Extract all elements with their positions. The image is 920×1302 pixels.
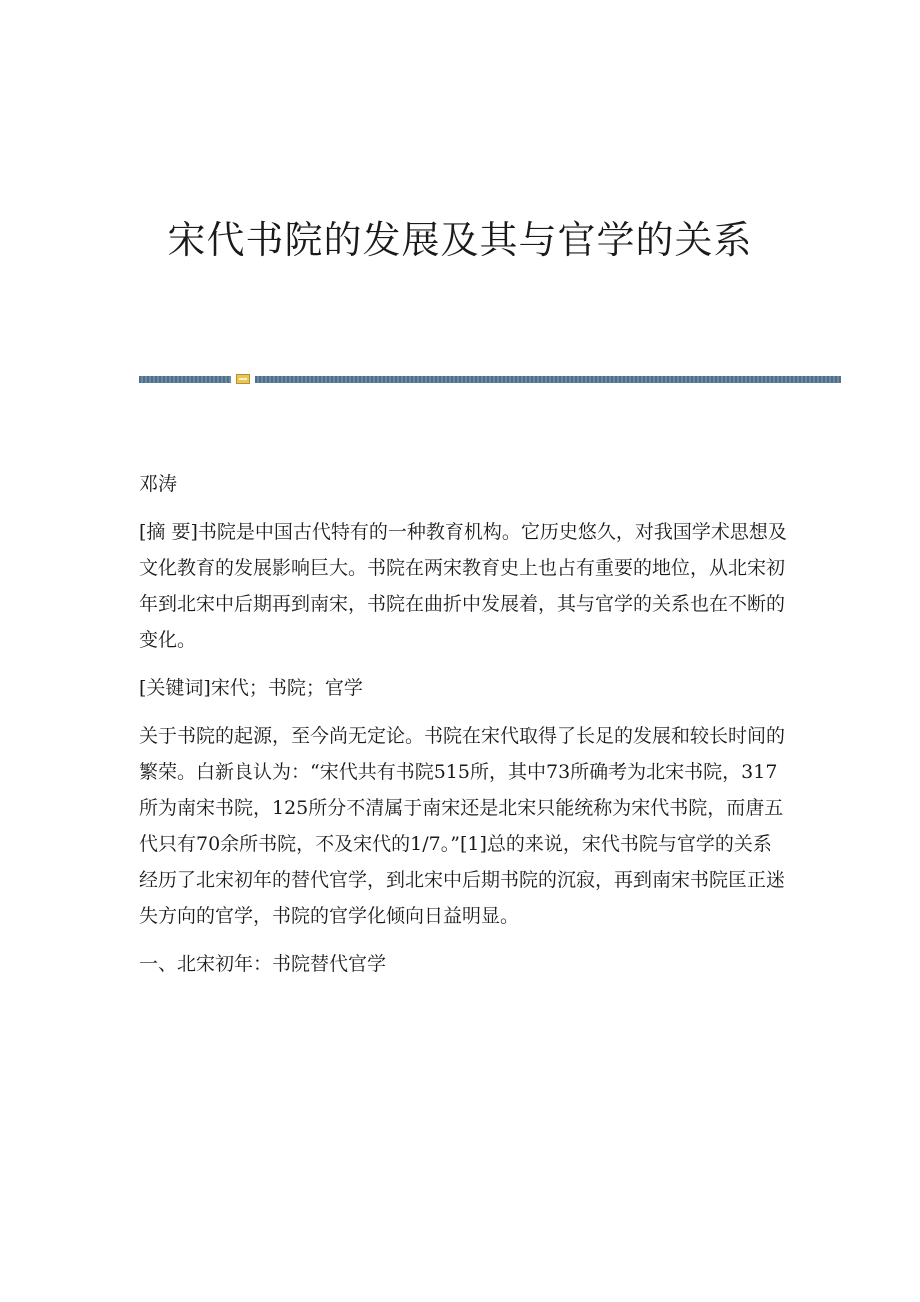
decorative-divider bbox=[139, 374, 841, 384]
document-body bbox=[139, 466, 789, 994]
ornament-icon bbox=[236, 374, 250, 384]
abstract-paragraph: [摘 要]书院是中国古代特有的一种教育机构。它历史悠久，对我国学术思想及文化教育的发展影响巨大。书院在两宋教育史上也占有重要的地位，从北宋初年到北宋中后期再到南宋，书院在曲折中发展着，其与官学的关系也在不断的变化。 bbox=[139, 521, 787, 651]
section-heading: 一、北宋初年：书院替代官学 bbox=[139, 953, 387, 975]
author-name: 邓涛 bbox=[139, 473, 178, 495]
divider-bar-left bbox=[139, 376, 231, 383]
intro-paragraph: 关于书院的起源，至今尚无定论。书院在宋代取得了长足的发展和较长时间的繁荣。白新良认为：“宋代共有书院515所，其中73所确考为北宋书院，317所为南宋书院，125所分不清属于南宋还是北宋只能统称为宋代书院，而唐五代只有70余所书院，不及宋代的1/7。”[1]总的来说，宋代书院与官学的关系经历了北宋初年的替代官学，到北宋中后期书院的沉寂，再到南宋书院匡正迷失方向的官学，书院的官学化倾向日益明显。 bbox=[139, 725, 786, 927]
divider-bar-right bbox=[255, 376, 841, 383]
keywords-paragraph: [关键词]宋代；书院；官学 bbox=[139, 677, 363, 699]
page-title: 宋代书院的发展及其与官学的关系 bbox=[167, 218, 753, 262]
